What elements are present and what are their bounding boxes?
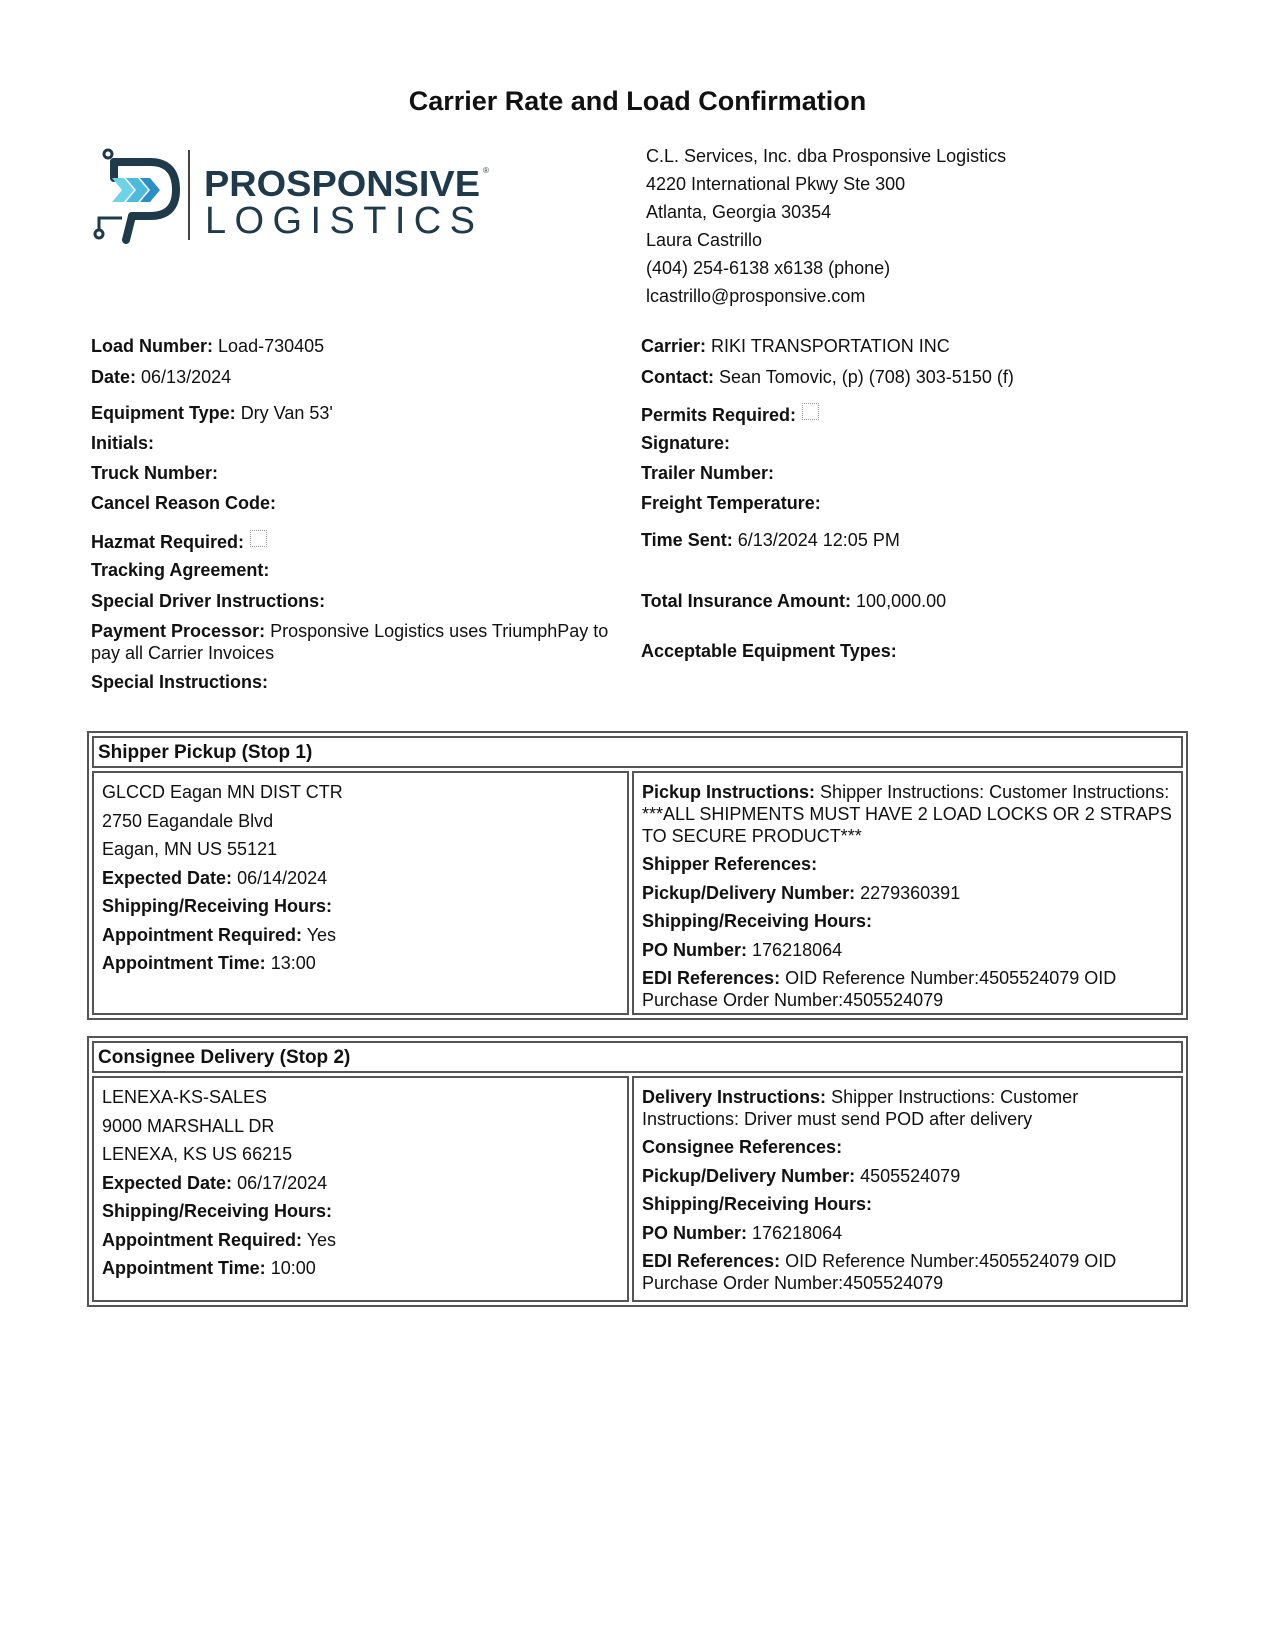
page-title: Carrier Rate and Load Confirmation [408, 86, 867, 116]
logo-word-2: LOGISTICS [205, 200, 475, 242]
stop-address-line-2: LENEXA, KS US 66215 [102, 1144, 293, 1164]
stop-address-line-2: Eagan, MN US 55121 [102, 839, 278, 859]
contact-field: Contact: Sean Tomovic, (p) (708) 303-5150 (f) [641, 367, 1014, 387]
shipping-receiving-hours: Shipping/Receiving Hours: [102, 896, 333, 916]
stop-details-panel [632, 1076, 1183, 1302]
company-email: lcastrillo@prosponsive.com [646, 286, 866, 306]
expected-date: Expected Date: 06/17/2024 [102, 1172, 328, 1193]
right-shipping-receiving-hours: Shipping/Receiving Hours: [642, 1194, 873, 1214]
stop-name: GLCCD Eagan MN DIST CTR [102, 782, 343, 802]
stop-address-line-1: 9000 MARSHALL DR [102, 1115, 275, 1136]
appointment-required: Appointment Required: Yes [102, 924, 337, 945]
po-number: PO Number: 176218064 [642, 1222, 843, 1243]
consignee-references: Consignee References: [642, 1137, 843, 1157]
company-logo [92, 148, 522, 246]
carrier-field: Carrier: RIKI TRANSPORTATION INC [641, 336, 950, 356]
svg-text:®: ® [483, 166, 489, 175]
company-block [646, 142, 1006, 310]
shipper-pickup-stop [87, 731, 1188, 1020]
equipment-type-field: Equipment Type: Dry Van 53' [91, 403, 333, 423]
cancel-reason-code-field: Cancel Reason Code: [91, 493, 277, 513]
appointment-time: Appointment Time: 10:00 [102, 1258, 316, 1278]
hazmat-required-field: Hazmat Required: [91, 530, 621, 553]
pickup-instructions: Pickup Instructions: Shipper Instructions: Customer Instructions: ***ALL SHIPMENTS MUST HAVE 2 LOAD LOCKS OR 2 STRAPS TO SECURE PRODUCT*** [642, 782, 1172, 846]
edi-references: EDI References: OID Reference Number:4505524079 OID Purchase Order Number:4505524079 [642, 968, 1117, 1010]
truck-number-field: Truck Number: [91, 463, 219, 483]
stop-address-line-1: 2750 Eagandale Blvd [102, 810, 274, 831]
appointment-required: Appointment Required: Yes [102, 1229, 337, 1250]
trailer-number-field: Trailer Number: [641, 463, 775, 483]
pickup-delivery-number: Pickup/Delivery Number: 4505524079 [642, 1165, 961, 1186]
initials-field: Initials: [91, 433, 155, 453]
edi-references: EDI References: OID Reference Number:4505524079 OID Purchase Order Number:4505524079 [642, 1251, 1117, 1293]
stop-location-panel [92, 771, 629, 1015]
stop-location-panel [92, 1076, 629, 1302]
company-name: C.L. Services, Inc. dba Prosponsive Logistics [646, 146, 1007, 166]
load-number-field: Load Number: Load-730405 [91, 336, 325, 356]
signature-field: Signature: [641, 433, 731, 453]
tracking-agreement-field: Tracking Agreement: [91, 560, 270, 580]
permits-required-field: Permits Required: [641, 403, 1186, 426]
acceptable-equipment-types-field: Acceptable Equipment Types: [641, 641, 897, 661]
freight-temperature-field: Freight Temperature: [641, 493, 821, 513]
stop-details-panel [632, 771, 1183, 1015]
date-field: Date: 06/13/2024 [91, 367, 232, 387]
stop-header: Shipper Pickup (Stop 1) [92, 736, 1183, 768]
po-number: PO Number: 176218064 [642, 939, 843, 960]
expected-date: Expected Date: 06/14/2024 [102, 867, 328, 888]
payment-processor-field: Payment Processor: Prosponsive Logistics uses TriumphPay to pay all Carrier Invoices [91, 621, 609, 663]
company-address-line-2: Atlanta, Georgia 30354 [646, 202, 832, 222]
special-driver-instructions-field: Special Driver Instructions: [91, 591, 326, 611]
time-sent-field: Time Sent: 6/13/2024 12:05 PM [641, 530, 900, 550]
logo-mark-icon [92, 148, 522, 246]
right-shipping-receiving-hours: Shipping/Receiving Hours: [642, 911, 873, 931]
special-instructions-field: Special Instructions: [91, 672, 269, 692]
stop-header: Consignee Delivery (Stop 2) [92, 1041, 1183, 1073]
logo-word-1: PROSPONSIVE [204, 163, 480, 204]
appointment-time: Appointment Time: 13:00 [102, 953, 316, 973]
company-phone: (404) 254-6138 x6138 (phone) [646, 258, 891, 278]
pickup-delivery-number: Pickup/Delivery Number: 2279360391 [642, 882, 961, 903]
permits-required-checkbox[interactable] [802, 403, 819, 420]
company-contact: Laura Castrillo [646, 230, 763, 250]
shipping-receiving-hours: Shipping/Receiving Hours: [102, 1201, 333, 1221]
total-insurance-amount-field: Total Insurance Amount: 100,000.00 [641, 591, 947, 611]
hazmat-required-checkbox[interactable] [250, 530, 267, 547]
stop-name: LENEXA-KS-SALES [102, 1087, 268, 1107]
shipper-references: Shipper References: [642, 854, 818, 874]
consignee-delivery-stop [87, 1036, 1188, 1307]
delivery-instructions: Delivery Instructions: Shipper Instructions: Customer Instructions: Driver must send POD after delivery [642, 1087, 1079, 1129]
company-address-line-1: 4220 International Pkwy Ste 300 [646, 174, 906, 194]
